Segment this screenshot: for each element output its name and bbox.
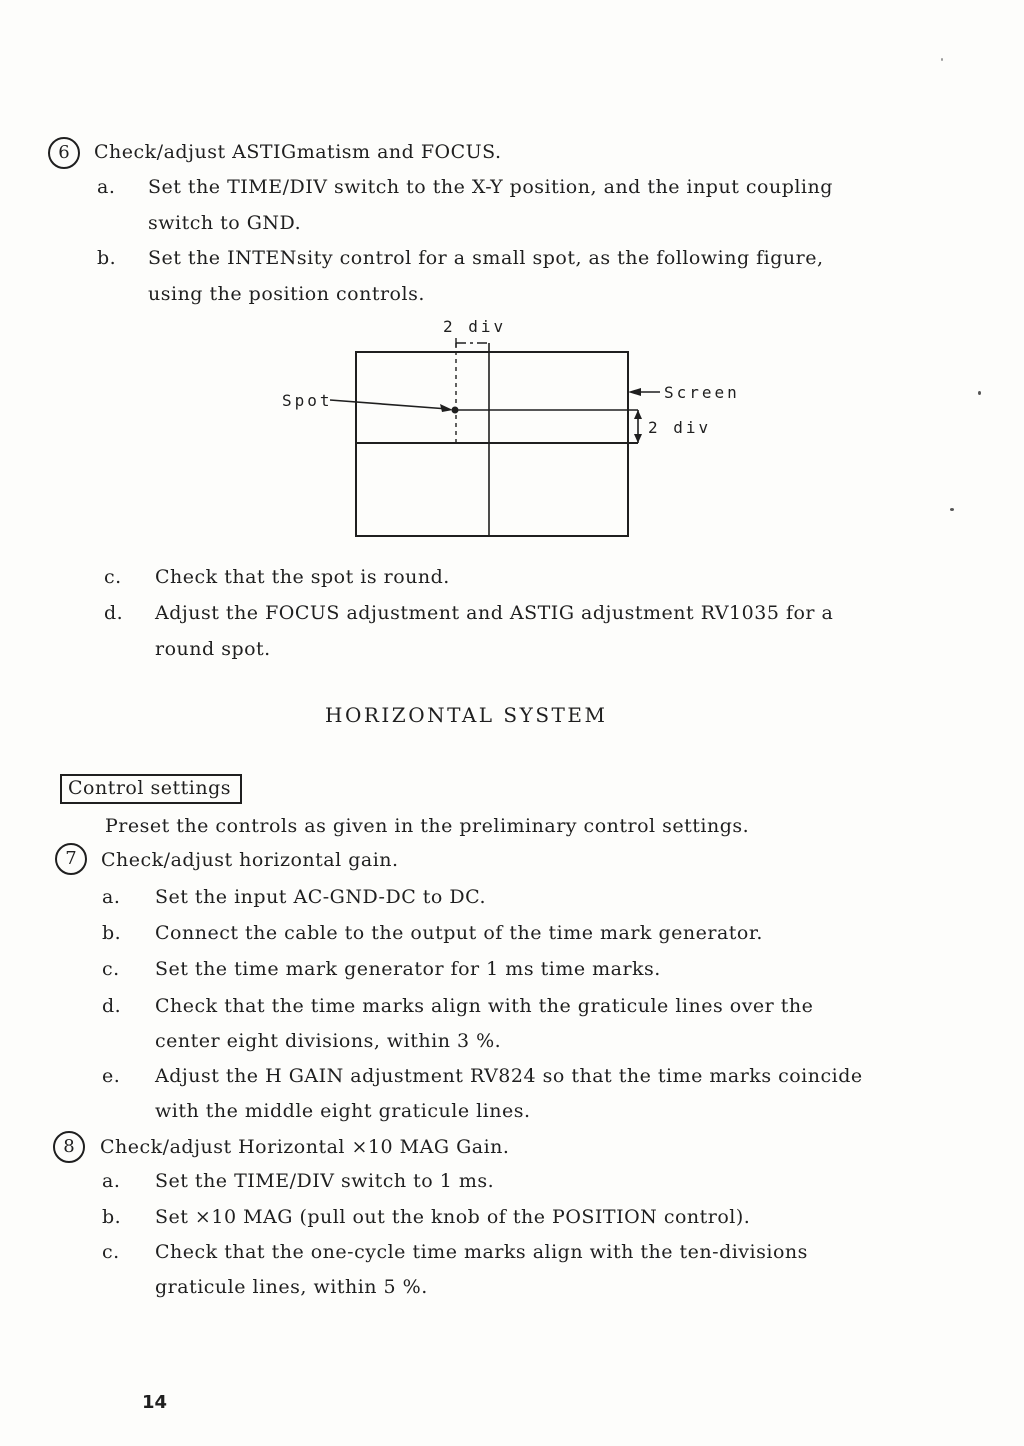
screen-label: Screen [664,383,740,402]
step-label: b. [102,1206,122,1228]
right-dim-arrow-down [634,434,642,443]
step-line: Set the time mark generator for 1 ms time marks. [155,958,661,980]
step-line: Check that the time marks align with the graticule lines over the [155,995,814,1017]
step-label: b. [97,247,117,269]
step-line: Connect the cable to the output of the time mark generator. [155,922,763,944]
screen-arrowhead [628,388,641,396]
right-dim-label: 2 div [648,418,712,437]
step-label: b. [102,922,122,944]
section-title: Check/adjust ASTIGmatism and FOCUS. [94,141,502,163]
screen-spot-diagram [280,314,750,550]
step-label: e. [102,1065,121,1087]
step-line: using the position controls. [148,283,425,305]
step-line: Set the input AC-GND-DC to DC. [155,886,487,908]
step-label: d. [102,995,122,1017]
right-dim-arrow-up [634,410,642,419]
item-number-7: 7 [55,843,87,875]
item-number-6: 6 [48,137,80,169]
step-label: c. [102,958,120,980]
step-line: Set the INTENsity control for a small spot, as the following figure, [148,247,824,269]
step-label: a. [102,886,121,908]
step-line: Set the TIME/DIV switch to 1 ms. [155,1170,495,1192]
section-heading: HORIZONTAL SYSTEM [325,703,608,727]
item-number-8: 8 [53,1131,85,1163]
step-label: c. [102,1241,120,1263]
step-label: a. [102,1170,121,1192]
step-line: center eight divisions, within 3 %. [155,1030,502,1052]
step-line: Adjust the FOCUS adjustment and ASTIG adjustment RV1035 for a [155,602,834,624]
step-line: Set the TIME/DIV switch to the X-Y position, and the input coupling [148,176,833,198]
top-dim-label: 2 div [443,317,507,336]
step-line: round spot. [155,638,271,660]
step-line: Adjust the H GAIN adjustment RV824 so that the time marks coincide [155,1065,863,1087]
control-settings-intro: Preset the controls as given in the preliminary control settings. [105,815,750,837]
step-line: Check that the spot is round. [155,566,450,588]
step-line: Set ×10 MAG (pull out the knob of the POSITION control). [155,1206,751,1228]
spot-pointer-line [330,400,448,409]
page-number: 14 [142,1392,168,1413]
step-line: switch to GND. [148,212,302,234]
scan-speck [941,58,943,61]
step-line: graticule lines, within 5 %. [155,1276,428,1298]
spot-pointer-arrowhead [440,404,453,412]
step-label: c. [104,566,122,588]
section-title: Check/adjust horizontal gain. [101,849,399,871]
step-label: d. [104,602,124,624]
scan-speck [978,391,981,395]
control-settings-box: Control settings [60,774,242,804]
section-title: Check/adjust Horizontal ×10 MAG Gain. [100,1136,510,1158]
spot-label: Spot [282,391,333,410]
scan-speck [950,508,954,511]
step-label: a. [97,176,116,198]
step-line: with the middle eight graticule lines. [155,1100,531,1122]
step-line: Check that the one-cycle time marks align with the ten-divisions [155,1241,808,1263]
